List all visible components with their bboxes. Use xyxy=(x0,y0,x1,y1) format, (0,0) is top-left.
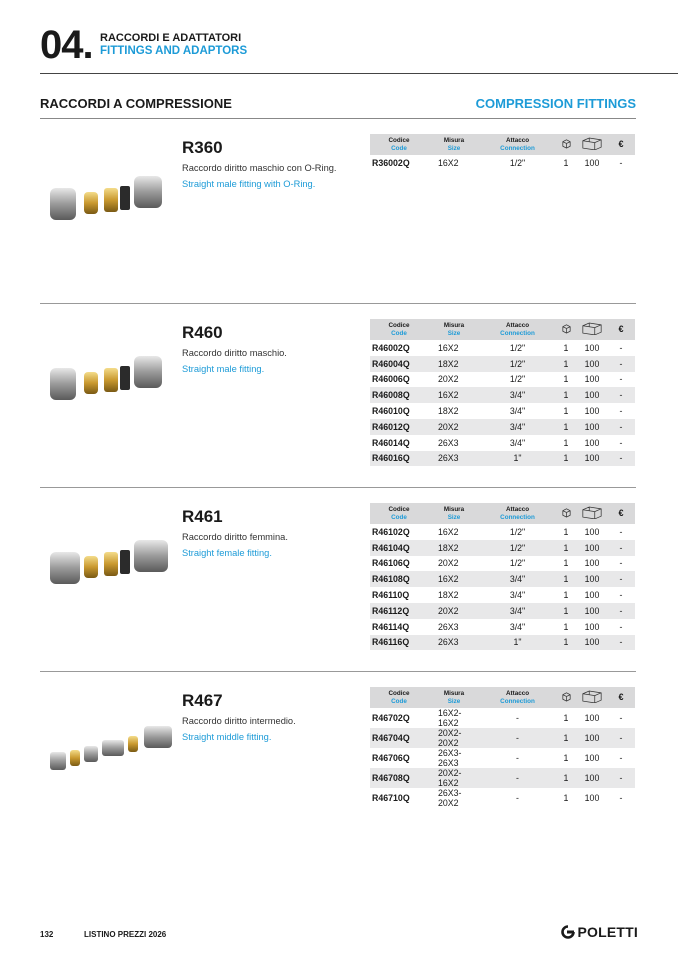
table-row xyxy=(370,403,635,419)
table-row xyxy=(370,619,635,635)
cell-qty-box: 1 xyxy=(563,558,569,569)
cell-qty-carton: 100 xyxy=(584,342,600,353)
chapter-number: 04. xyxy=(40,23,93,67)
cell-connection: 3/4" xyxy=(480,387,555,403)
cell-connection: - xyxy=(516,793,519,803)
cell-qty-carton: 100 xyxy=(584,406,600,417)
cell-price: - xyxy=(619,753,623,763)
cell-size: 20X2 xyxy=(438,374,459,385)
product-desc-en: Straight middle fitting. xyxy=(182,732,272,742)
cell-price: - xyxy=(607,419,635,435)
cell-qty-box: 1 xyxy=(563,374,569,385)
cell-code: R46112Q xyxy=(370,603,428,619)
page-number: 132 xyxy=(40,930,54,939)
cell-qty-carton: 100 xyxy=(584,753,600,763)
single-box-icon xyxy=(555,134,577,155)
single-box-icon xyxy=(555,503,577,524)
product-divider xyxy=(40,303,636,304)
table-row xyxy=(370,788,635,808)
carton-box-icon xyxy=(577,687,607,708)
product-table xyxy=(370,503,635,650)
table-row xyxy=(370,419,635,435)
cell-qty-carton: 100 xyxy=(577,635,607,651)
cell-connection: - xyxy=(516,713,519,723)
cell-size: 20X2 xyxy=(428,603,480,619)
cell-qty-box: 1 xyxy=(563,621,569,632)
table-row xyxy=(370,540,635,556)
product-photo xyxy=(48,716,178,781)
cell-qty-box: 1 xyxy=(563,713,569,723)
product-table xyxy=(370,134,635,171)
product-code: R461 xyxy=(182,507,223,526)
cell-code: R46012Q xyxy=(370,419,428,435)
cell-price: - xyxy=(607,451,635,467)
product-desc-it: Raccordo diritto maschio. xyxy=(182,348,287,358)
cell-price: - xyxy=(619,374,623,385)
product-desc-en: Straight male fitting with O-Ring. xyxy=(182,179,316,189)
carton-box-icon xyxy=(577,503,607,524)
cell-qty-box: 1 xyxy=(555,768,577,788)
carton-box-icon xyxy=(577,134,607,155)
cell-code: R46006Q xyxy=(372,374,410,385)
cell-code: R46706Q xyxy=(372,753,410,763)
cell-price: - xyxy=(607,571,635,587)
cell-size: 16X2 xyxy=(438,342,459,353)
chapter-title-it: RACCORDI E ADATTATORI xyxy=(100,32,242,44)
table-row xyxy=(370,708,635,728)
cell-price: - xyxy=(607,540,635,556)
cell-price: - xyxy=(619,157,623,168)
table-row xyxy=(370,372,635,388)
cell-code: R46008Q xyxy=(370,387,428,403)
cell-qty-carton: 100 xyxy=(584,374,600,385)
cell-qty-carton: 100 xyxy=(577,451,607,467)
cell-price: - xyxy=(619,793,623,803)
cell-size: 26X3 xyxy=(438,621,459,632)
cell-qty-box: 1 xyxy=(555,603,577,619)
table-row xyxy=(370,524,635,540)
cell-qty-box: 1 xyxy=(555,635,577,651)
table-row xyxy=(370,340,635,356)
cell-size: 18X2 xyxy=(428,540,480,556)
product-photo xyxy=(48,532,178,597)
cell-qty-carton: 100 xyxy=(577,768,607,788)
product-code: R460 xyxy=(182,323,223,342)
cell-qty-carton: 100 xyxy=(577,419,607,435)
product-code: R467 xyxy=(182,691,223,710)
product-table xyxy=(370,319,635,466)
cell-price: - xyxy=(607,635,635,651)
cell-size: 16X2 xyxy=(438,526,459,537)
cell-connection: 1" xyxy=(480,451,555,467)
col-code: Codice Code xyxy=(370,134,428,155)
cell-qty-carton: 100 xyxy=(577,356,607,372)
cell-price: - xyxy=(607,387,635,403)
col-connection: Attacco Connection xyxy=(480,134,555,155)
section-title-it: RACCORDI A COMPRESSIONE xyxy=(40,96,232,111)
product-block-r460 xyxy=(40,303,636,483)
table-row xyxy=(370,768,635,788)
col-code: Codice Code xyxy=(370,503,428,524)
cell-code: R46104Q xyxy=(370,540,428,556)
cell-size: 26X3-26X3 xyxy=(438,748,462,768)
footer-title: LISTINO PREZZI 2026 xyxy=(84,930,167,939)
cell-qty-box: 1 xyxy=(555,419,577,435)
cell-qty-carton: 100 xyxy=(584,157,600,168)
cell-connection: 3/4" xyxy=(480,571,555,587)
cell-qty-box: 1 xyxy=(563,406,569,417)
col-connection: Attacco Connection xyxy=(480,687,555,708)
cell-code: R46010Q xyxy=(372,406,410,417)
cell-connection: 3/4" xyxy=(509,590,526,601)
brand-logo xyxy=(561,924,638,940)
col-size: Misura Size xyxy=(428,503,480,524)
cell-price: - xyxy=(607,768,635,788)
cell-code: R46708Q xyxy=(370,768,428,788)
col-price: € xyxy=(607,503,635,524)
cell-price: - xyxy=(619,526,623,537)
table-row xyxy=(370,155,635,171)
cell-price: - xyxy=(619,406,623,417)
cell-qty-box: 1 xyxy=(555,540,577,556)
cell-code: R46014Q xyxy=(372,437,410,448)
col-size: Misura Size xyxy=(428,319,480,340)
cell-code: R46704Q xyxy=(370,728,428,748)
section-title-en: COMPRESSION FITTINGS xyxy=(475,96,636,111)
col-price: € xyxy=(607,687,635,708)
cell-connection: 3/4" xyxy=(509,437,526,448)
cell-price: - xyxy=(607,728,635,748)
cell-code: R46002Q xyxy=(372,342,410,353)
cell-qty-carton: 100 xyxy=(584,590,600,601)
cell-qty-carton: 100 xyxy=(584,526,600,537)
cell-size: 26X3 xyxy=(428,635,480,651)
cell-qty-box: 1 xyxy=(555,451,577,467)
cell-price: - xyxy=(619,713,623,723)
cell-qty-box: 1 xyxy=(555,387,577,403)
cell-qty-box: 1 xyxy=(563,342,569,353)
product-divider xyxy=(40,487,636,488)
cell-connection: 3/4" xyxy=(509,621,526,632)
poletti-logo-icon xyxy=(561,925,575,939)
product-block-r467 xyxy=(40,671,636,851)
product-table xyxy=(370,687,635,808)
col-code: Codice Code xyxy=(370,687,428,708)
header-divider xyxy=(40,73,678,74)
table-row xyxy=(370,387,635,403)
cell-size: 16X2-16X2 xyxy=(438,708,462,728)
col-code: Codice Code xyxy=(370,319,428,340)
product-photo xyxy=(48,348,178,413)
cell-size: 16X2 xyxy=(428,387,480,403)
product-divider xyxy=(40,671,636,672)
cell-size: 18X2 xyxy=(428,356,480,372)
product-desc-it: Raccordo diritto maschio con O-Ring. xyxy=(182,163,337,173)
cell-qty-box: 1 xyxy=(563,590,569,601)
cell-size: 16X2 xyxy=(438,157,459,168)
cell-connection: - xyxy=(516,753,519,763)
table-row xyxy=(370,356,635,372)
cell-size: 20X2-16X2 xyxy=(428,768,480,788)
product-desc-it: Raccordo diritto femmina. xyxy=(182,532,288,542)
cell-price: - xyxy=(607,356,635,372)
cell-size: 20X2-20X2 xyxy=(428,728,480,748)
table-row xyxy=(370,571,635,587)
product-photo xyxy=(48,168,178,233)
table-header-row xyxy=(370,503,635,524)
cell-price: - xyxy=(607,603,635,619)
cell-qty-carton: 100 xyxy=(584,793,600,803)
cell-price: - xyxy=(619,590,623,601)
cell-connection: 1/2" xyxy=(480,540,555,556)
col-size: Misura Size xyxy=(428,687,480,708)
product-block-r461 xyxy=(40,487,636,667)
table-header-row xyxy=(370,134,635,155)
product-desc-en: Straight male fitting. xyxy=(182,364,265,374)
product-desc-it: Raccordo diritto intermedio. xyxy=(182,716,296,726)
col-price: € xyxy=(607,319,635,340)
cell-qty-carton: 100 xyxy=(584,621,600,632)
cell-connection: 3/4" xyxy=(480,603,555,619)
cell-connection: - xyxy=(480,768,555,788)
cell-connection: 3/4" xyxy=(480,419,555,435)
table-row xyxy=(370,587,635,603)
col-price: € xyxy=(607,134,635,155)
cell-connection: 1" xyxy=(480,635,555,651)
brand-name: POLETTI xyxy=(577,924,638,940)
cell-qty-box: 1 xyxy=(563,157,569,168)
cell-price: - xyxy=(619,621,623,632)
table-header-row xyxy=(370,319,635,340)
table-row xyxy=(370,748,635,768)
cell-qty-carton: 100 xyxy=(577,540,607,556)
cell-code: R46110Q xyxy=(372,590,410,601)
cell-connection: 3/4" xyxy=(509,406,526,417)
col-size: Misura Size xyxy=(428,134,480,155)
cell-size: 20X2 xyxy=(428,419,480,435)
cell-qty-box: 1 xyxy=(555,356,577,372)
cell-connection: 1/2" xyxy=(509,157,526,168)
col-connection: Attacco Connection xyxy=(480,319,555,340)
cell-connection: 1/2" xyxy=(480,356,555,372)
cell-qty-box: 1 xyxy=(563,526,569,537)
cell-code: R46016Q xyxy=(370,451,428,467)
cell-price: - xyxy=(619,437,623,448)
cell-qty-carton: 100 xyxy=(577,387,607,403)
cell-connection: - xyxy=(480,728,555,748)
product-code: R360 xyxy=(182,138,223,157)
cell-code: R46710Q xyxy=(372,793,410,803)
cell-size: 26X3 xyxy=(438,437,459,448)
cell-code: R46114Q xyxy=(372,621,410,632)
cell-size: 26X3 xyxy=(428,451,480,467)
cell-code: R46106Q xyxy=(372,558,410,569)
table-row xyxy=(370,556,635,572)
cell-size: 20X2 xyxy=(438,558,459,569)
cell-qty-box: 1 xyxy=(563,753,569,763)
table-row xyxy=(370,728,635,748)
cell-size: 16X2 xyxy=(428,571,480,587)
cell-code: R46702Q xyxy=(372,713,410,723)
cell-price: - xyxy=(619,342,623,353)
carton-box-icon xyxy=(577,319,607,340)
table-row xyxy=(370,635,635,651)
cell-qty-box: 1 xyxy=(555,728,577,748)
single-box-icon xyxy=(555,319,577,340)
cell-qty-box: 1 xyxy=(563,793,569,803)
cell-qty-carton: 100 xyxy=(577,571,607,587)
cell-qty-carton: 100 xyxy=(584,558,600,569)
table-row xyxy=(370,603,635,619)
cell-code: R46004Q xyxy=(370,356,428,372)
cell-size: 18X2 xyxy=(438,406,459,417)
table-row xyxy=(370,435,635,451)
cell-size: 26X3-20X2 xyxy=(438,788,462,808)
product-desc-en: Straight female fitting. xyxy=(182,548,272,558)
cell-code: R46108Q xyxy=(370,571,428,587)
cell-code: R36002Q xyxy=(372,157,410,168)
cell-qty-carton: 100 xyxy=(577,728,607,748)
cell-qty-carton: 100 xyxy=(577,603,607,619)
chapter-title-en: FITTINGS AND ADAPTORS xyxy=(100,45,248,57)
cell-code: R46102Q xyxy=(372,526,410,537)
cell-connection: 1/2" xyxy=(509,526,526,537)
cell-size: 18X2 xyxy=(438,590,459,601)
cell-qty-carton: 100 xyxy=(584,437,600,448)
single-box-icon xyxy=(555,687,577,708)
product-block-r360 xyxy=(40,118,636,298)
cell-connection: 1/2" xyxy=(509,558,526,569)
cell-qty-box: 1 xyxy=(555,571,577,587)
cell-connection: 1/2" xyxy=(509,374,526,385)
col-connection: Attacco Connection xyxy=(480,503,555,524)
table-header-row xyxy=(370,687,635,708)
cell-price: - xyxy=(619,558,623,569)
cell-connection: 1/2" xyxy=(509,342,526,353)
table-row xyxy=(370,451,635,467)
cell-qty-carton: 100 xyxy=(584,713,600,723)
cell-code: R46116Q xyxy=(370,635,428,651)
cell-qty-box: 1 xyxy=(563,437,569,448)
